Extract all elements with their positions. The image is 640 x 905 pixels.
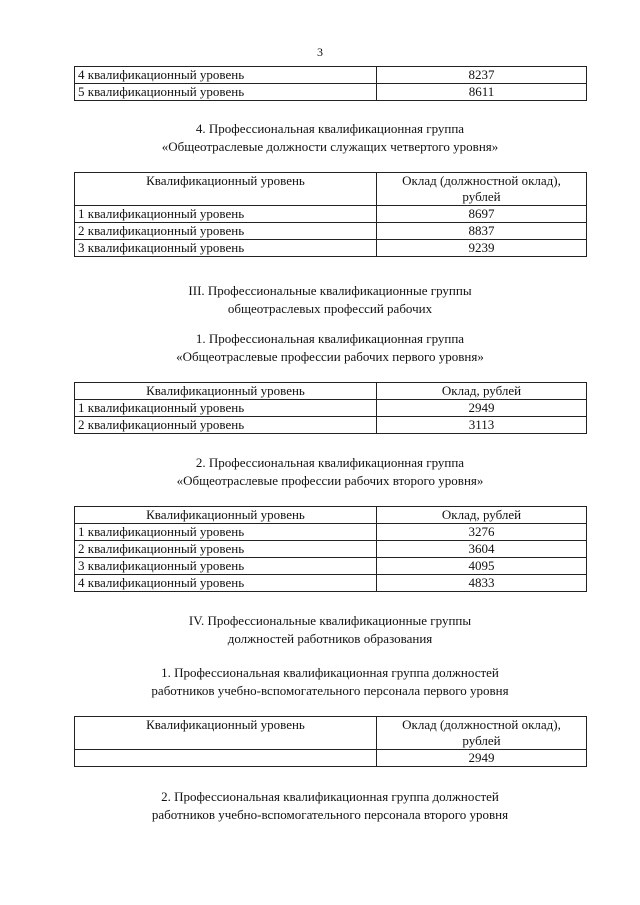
header-line: Оклад (должностной оклад), [402, 717, 561, 732]
heading-line: III. Профессиональные квалификационные группы [188, 283, 472, 298]
salary-cell: 3604 [377, 541, 587, 558]
heading-line: общеотраслевых профессий рабочих [227, 301, 433, 316]
edu2-heading [60, 788, 600, 824]
section4-heading [60, 612, 600, 648]
salary-cell: 3113 [377, 417, 587, 434]
group4-table [74, 172, 587, 257]
header-line: рублей [462, 189, 501, 204]
table-header-row [75, 717, 587, 750]
header-line: рублей [462, 733, 501, 748]
table-header-row [75, 507, 587, 524]
column-header-salary: Оклад, рублей [377, 507, 587, 524]
heading-line: работников учебно-вспомогательного персонала первого уровня [151, 683, 509, 698]
heading-line: 2. Профессиональная квалификационная группа должностей [161, 789, 499, 804]
level-cell: 1 квалификационный уровень [75, 206, 377, 223]
table-row [75, 400, 587, 417]
salary-cell: 8837 [377, 223, 587, 240]
level-cell [75, 750, 377, 767]
table-row [75, 206, 587, 223]
group4-heading [60, 120, 600, 156]
table-row [75, 575, 587, 592]
salary-cell: 2949 [377, 400, 587, 417]
salary-cell: 3276 [377, 524, 587, 541]
column-header-salary: Оклад, рублей [377, 383, 587, 400]
heading-line: «Общеотраслевые профессии рабочих второго уровня» [176, 473, 484, 488]
table-row [75, 67, 587, 84]
table-row [75, 541, 587, 558]
heading-line: 1. Профессиональная квалификационная группа [195, 331, 465, 346]
table-row [75, 524, 587, 541]
table-row [75, 417, 587, 434]
section3-heading [60, 282, 600, 318]
column-header-salary [377, 717, 587, 750]
edu1-heading [60, 664, 600, 700]
table-row [75, 240, 587, 257]
heading-line: должностей работников образования [227, 631, 433, 646]
level-cell: 5 квалификационный уровень [75, 84, 377, 101]
salary-cell: 8611 [377, 84, 587, 101]
salary-cell: 8697 [377, 206, 587, 223]
level-cell: 3 квалификационный уровень [75, 558, 377, 575]
heading-line: работников учебно-вспомогательного персонала второго уровня [151, 807, 509, 822]
workers2-heading [60, 454, 600, 490]
heading-line: IV. Профессиональные квалификационные группы [188, 613, 472, 628]
salary-table-continued [74, 66, 587, 101]
level-cell: 2 квалификационный уровень [75, 541, 377, 558]
column-header-salary [377, 173, 587, 206]
column-header-level: Квалификационный уровень [75, 173, 377, 206]
heading-line: «Общеотраслевые должности служащих четвертого уровня» [161, 139, 499, 154]
edu1-table [74, 716, 587, 767]
heading-line: 1. Профессиональная квалификационная группа должностей [161, 665, 499, 680]
page-number: 3 [317, 45, 323, 59]
column-header-level: Квалификационный уровень [75, 717, 377, 750]
heading-line: 2. Профессиональная квалификационная группа [195, 455, 465, 470]
level-cell: 4 квалификационный уровень [75, 575, 377, 592]
table-header-row [75, 383, 587, 400]
table-row [75, 223, 587, 240]
table-header-row [75, 173, 587, 206]
heading-line: «Общеотраслевые профессии рабочих первого уровня» [176, 349, 484, 364]
salary-cell: 2949 [377, 750, 587, 767]
table-row [75, 750, 587, 767]
workers2-table [74, 506, 587, 592]
column-header-level: Квалификационный уровень [75, 507, 377, 524]
salary-cell: 4095 [377, 558, 587, 575]
level-cell: 1 квалификационный уровень [75, 400, 377, 417]
level-cell: 4 квалификационный уровень [75, 67, 377, 84]
salary-cell: 8237 [377, 67, 587, 84]
heading-line: 4. Профессиональная квалификационная группа [195, 121, 465, 136]
table-row [75, 558, 587, 575]
column-header-level: Квалификационный уровень [75, 383, 377, 400]
workers1-heading [60, 330, 600, 366]
level-cell: 1 квалификационный уровень [75, 524, 377, 541]
level-cell: 3 квалификационный уровень [75, 240, 377, 257]
workers1-table [74, 382, 587, 434]
salary-cell: 9239 [377, 240, 587, 257]
salary-cell: 4833 [377, 575, 587, 592]
level-cell: 2 квалификационный уровень [75, 223, 377, 240]
level-cell: 2 квалификационный уровень [75, 417, 377, 434]
header-line: Оклад (должностной оклад), [402, 173, 561, 188]
table-row [75, 84, 587, 101]
